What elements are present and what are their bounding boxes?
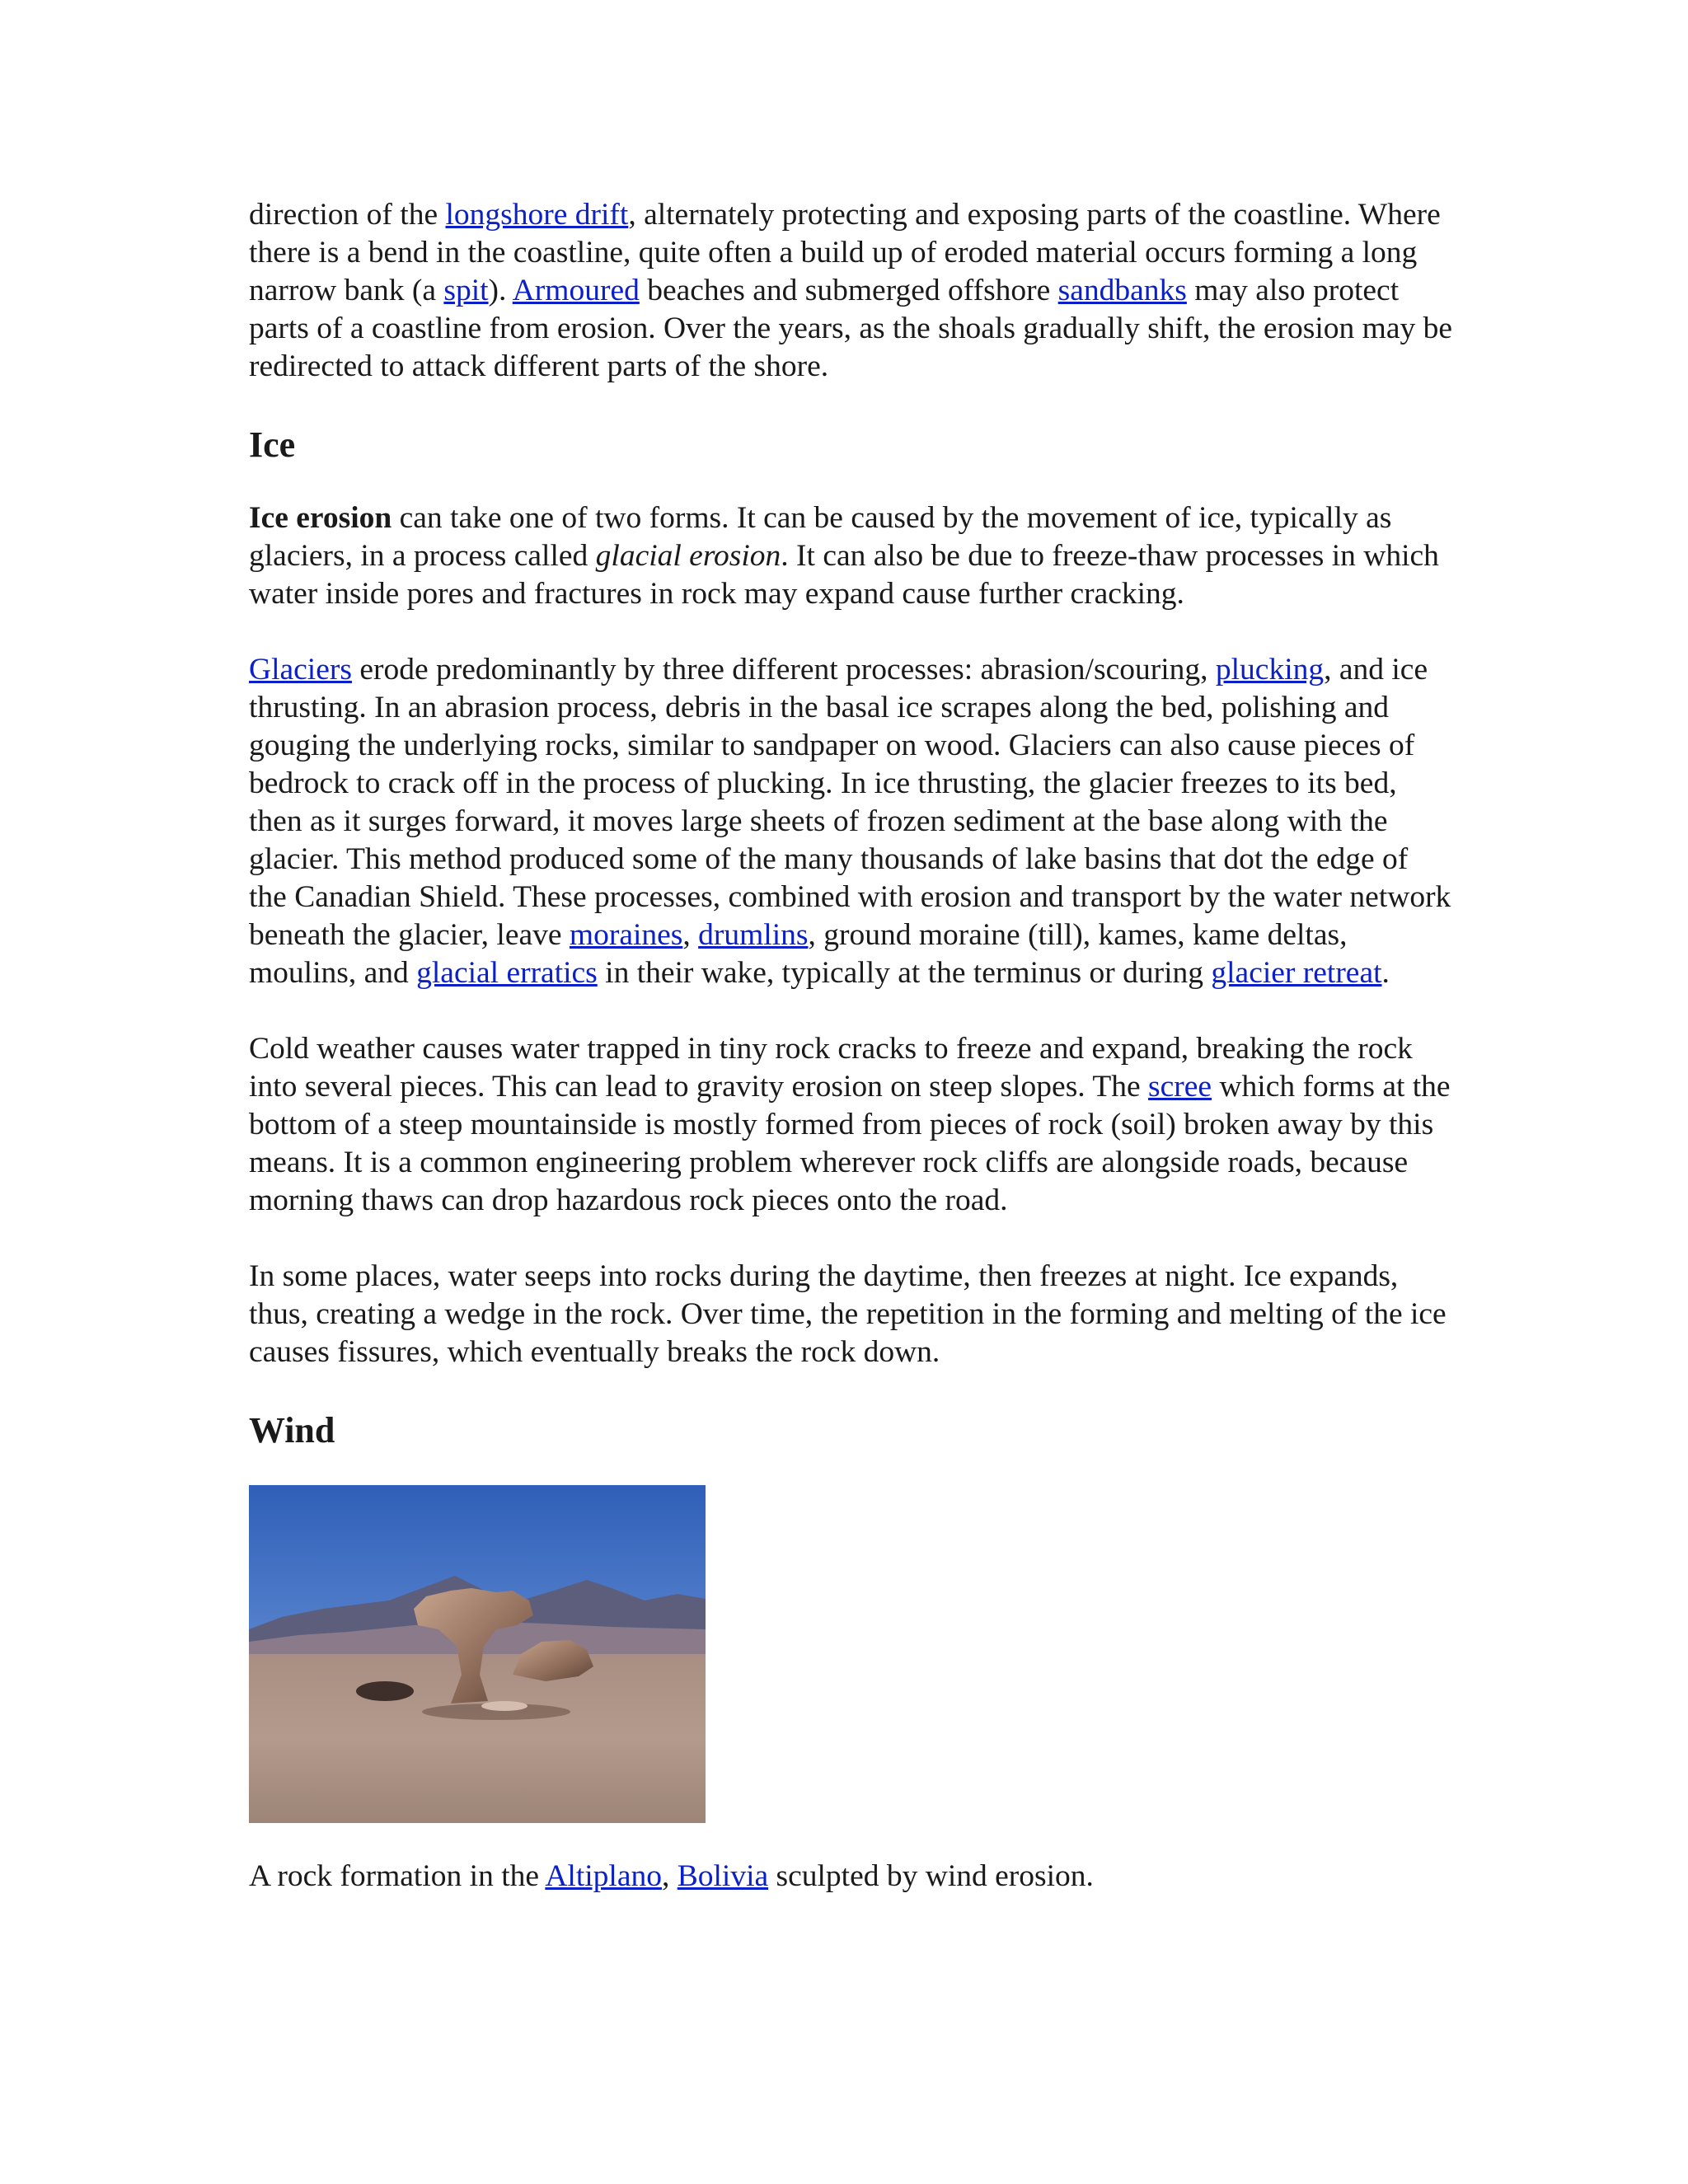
text-run: in their wake, typically at the terminus or during bbox=[597, 956, 1212, 990]
text-run: erode predominantly by three different processes: abrasion/scouring, bbox=[351, 653, 1216, 687]
link-scree[interactable]: scree bbox=[1148, 1070, 1212, 1104]
paragraph-freeze-thaw bbox=[249, 1258, 1452, 1371]
text-run: . It can also be due to freeze-thaw processes in which water inside pores and fractures in rock may expand cause further cracking. bbox=[249, 539, 1439, 611]
link-bolivia[interactable]: Bolivia bbox=[677, 1859, 769, 1893]
text-run: , alternately protecting and exposing parts of the coastline. Where there is a bend in the coastline, quite often a build up of eroded material occurs forming a long narrow bank (a bbox=[249, 198, 1441, 307]
link-glacier-retreat[interactable]: glacier retreat bbox=[1211, 956, 1382, 990]
link-glaciers[interactable]: Glaciers bbox=[249, 653, 352, 687]
paragraph-ice-erosion bbox=[249, 499, 1452, 613]
text-run: beaches and submerged offshore bbox=[639, 274, 1058, 307]
text-run: , ground moraine (till), kames, kame deltas, moulins, and bbox=[249, 918, 1348, 990]
link-spit[interactable]: spit bbox=[443, 274, 489, 307]
text-run: , bbox=[682, 918, 699, 952]
text-run: A rock formation in the bbox=[249, 1859, 546, 1893]
heading-wind: Wind bbox=[249, 1410, 335, 1451]
text-run: , bbox=[661, 1859, 678, 1893]
text-run: which forms at the bottom of a steep mountainside is mostly formed from pieces of rock (soil) broken away by this means. It is a common engineering problem wherever rock cliffs are alongside roads, because morning thaws can drop hazardous rock pieces onto the road. bbox=[249, 1070, 1451, 1217]
text-run: may also protect parts of a coastline from erosion. Over the years, as the shoals gradually shift, the erosion may be redirected to attack different parts of the shore. bbox=[249, 274, 1452, 383]
link-sandbanks[interactable]: sandbanks bbox=[1057, 274, 1187, 307]
paragraph-glaciers bbox=[249, 651, 1452, 992]
link-glacial-erratics[interactable]: glacial erratics bbox=[416, 956, 598, 990]
link-drumlins[interactable]: drumlins bbox=[698, 918, 809, 952]
link-altiplano[interactable]: Altiplano bbox=[545, 1859, 662, 1893]
link-longshore-drift[interactable]: longshore drift bbox=[445, 198, 629, 232]
italic-term: glacial erosion bbox=[595, 539, 781, 573]
text-run: ). bbox=[488, 274, 513, 307]
text-run: In some places, water seeps into rocks during the daytime, then freezes at night. Ice expands, thus, creating a wedge in the rock. Over time, the repetition in the forming and melting of the ice causes fissures, which eventually breaks the rock down. bbox=[249, 1259, 1447, 1369]
link-moraines[interactable]: moraines bbox=[569, 918, 683, 952]
bold-term: Ice erosion bbox=[249, 501, 392, 535]
text-run: , and ice thrusting. In an abrasion process, debris in the basal ice scrapes along the bed, polishing and gouging the underlying rocks, similar to sandpaper on wood. Glaciers can also cause pieces of bedrock to crack off in the process of plucking. In ice thrusting, the glacier freezes to its bed, then as it surges forward, it moves large sheets of frozen sediment at the base along with the glacier. This method produced some of the many thousands of lake basins that dot the edge of the Canadian Shield. These processes, combined with erosion and transport by the water network beneath the glacier, leave bbox=[249, 653, 1451, 952]
text-run: direction of the bbox=[249, 198, 446, 232]
document-page bbox=[249, 196, 1452, 1933]
link-armoured[interactable]: Armoured bbox=[512, 274, 640, 307]
text-run: Cold weather causes water trapped in tiny rock cracks to freeze and expand, breaking the rock into several pieces. This can lead to gravity erosion on steep slopes. The bbox=[249, 1032, 1413, 1104]
heading-ice: Ice bbox=[249, 424, 296, 465]
text-run: sculpted by wind erosion. bbox=[768, 1859, 1094, 1893]
text-run: can take one of two forms. It can be caused by the movement of ice, typically as glaciers, in a process called bbox=[249, 501, 1392, 573]
link-plucking[interactable]: plucking bbox=[1215, 653, 1325, 687]
paragraph-coastline bbox=[249, 196, 1452, 386]
text-run: . bbox=[1381, 956, 1390, 990]
rock-formation-photo bbox=[249, 1485, 706, 1823]
paragraph-cold-weather bbox=[249, 1030, 1452, 1220]
figure-caption bbox=[249, 1858, 1452, 1896]
